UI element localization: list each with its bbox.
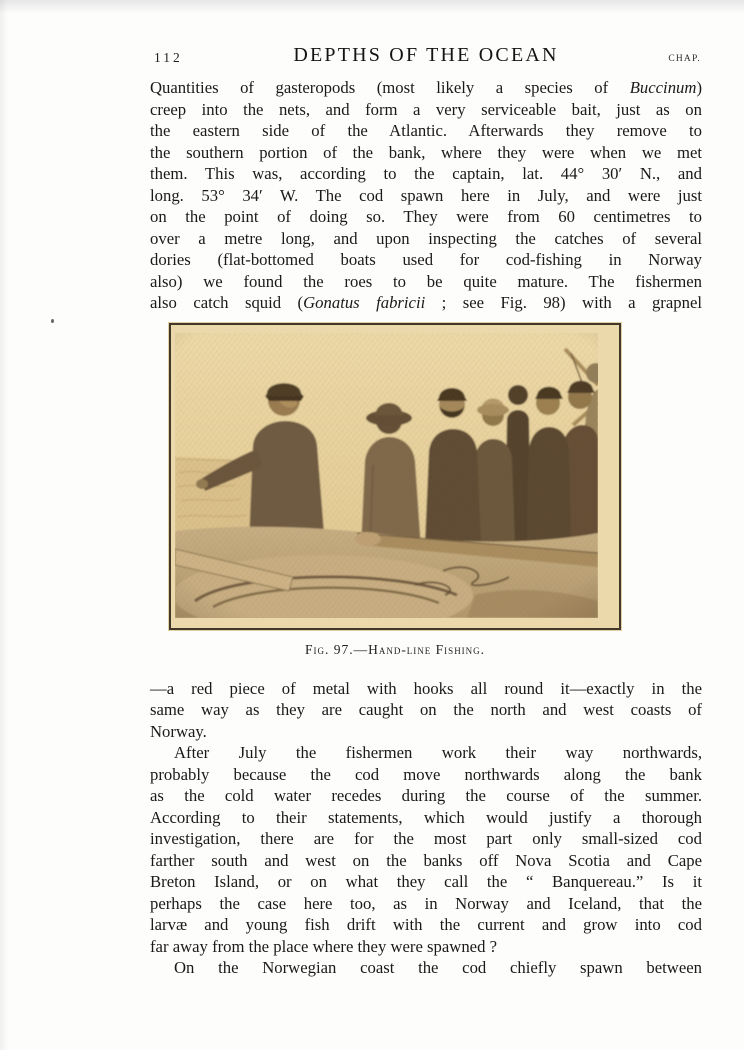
text-line: According to their statements, which would justify a thorough — [150, 807, 702, 827]
text-line: Norway. — [150, 721, 207, 741]
text-line: the southern portion of the bank, where they were when we met — [150, 142, 702, 162]
paragraph — [150, 957, 702, 979]
text-line: dories (flat-bottomed boats used for cod-fishing in Norway — [150, 250, 702, 269]
text-line: creep into the nets, and form a very serviceable bait, just as on — [150, 99, 702, 119]
chapter-marker: CHAP. — [668, 54, 701, 64]
figure-caption: Fig. 97.—Hand-line Fishing. — [304, 641, 486, 657]
text-line: After July the fishermen work their way northwards, — [174, 743, 702, 762]
text-line: Breton Island, or on what they call the “ Banquereau.” Is it — [150, 872, 702, 891]
text-line: long. 53° 34′ W. The cod spawn here in July, and were just — [150, 185, 702, 205]
text-line: On the Norwegian coast the cod chiefly spawn between — [174, 958, 702, 977]
body-text-upper — [150, 77, 702, 314]
paragraph — [150, 742, 702, 957]
text-line: same way as they are caught on the north and west coasts of — [150, 700, 702, 719]
text-line: also catch squid (Gonatus fabricii ; see Fig. 98) with a grapnel — [150, 293, 702, 312]
text-line: farther south and west on the banks off Nova Scotia and Cape — [150, 850, 702, 870]
body-text-lower — [150, 678, 702, 979]
text-line: on the point of doing so. They were from 60 centimetres to — [150, 207, 702, 226]
text-line: far away from the place where they were spawned ? — [150, 936, 498, 956]
paragraph — [150, 77, 702, 314]
text-line: also) we found the roes to be quite mature. The fishermen — [150, 271, 702, 291]
figure-plate — [150, 323, 702, 658]
page-number: 112 — [154, 50, 183, 65]
text-line: over a metre long, and upon inspecting the catches of several — [150, 228, 702, 248]
hand-line-fishing-photo — [175, 333, 598, 618]
margin-speck — [51, 319, 54, 323]
running-header — [150, 43, 702, 67]
page-content — [150, 43, 702, 979]
text-line: perhaps the case here too, as in Norway and Iceland, that the — [150, 893, 702, 913]
text-line: investigation, there are for the most part only small-sized cod — [150, 829, 702, 848]
paragraph — [150, 678, 702, 743]
text-line: probably because the cod move northwards along the bank — [150, 764, 702, 784]
text-line: Quantities of gasteropods (most likely a species of Buccinum) — [150, 78, 702, 97]
running-title: DEPTHS OF THE OCEAN — [293, 44, 559, 66]
text-line: them. This was, according to the captain, lat. 44° 30′ N., and — [150, 164, 702, 183]
text-line: larvæ and young fish drift with the current and grow into cod — [150, 915, 702, 934]
scan-edge-shadow-left — [0, 0, 8, 1050]
photo-plate-frame — [169, 323, 621, 630]
scan-edge-shadow-top — [0, 0, 744, 14]
text-line: the eastern side of the Atlantic. Afterwards they remove to — [150, 121, 702, 140]
text-line: as the cold water recedes during the course of the summer. — [150, 786, 702, 805]
text-line: —a red piece of metal with hooks all round it—exactly in the — [150, 678, 702, 698]
